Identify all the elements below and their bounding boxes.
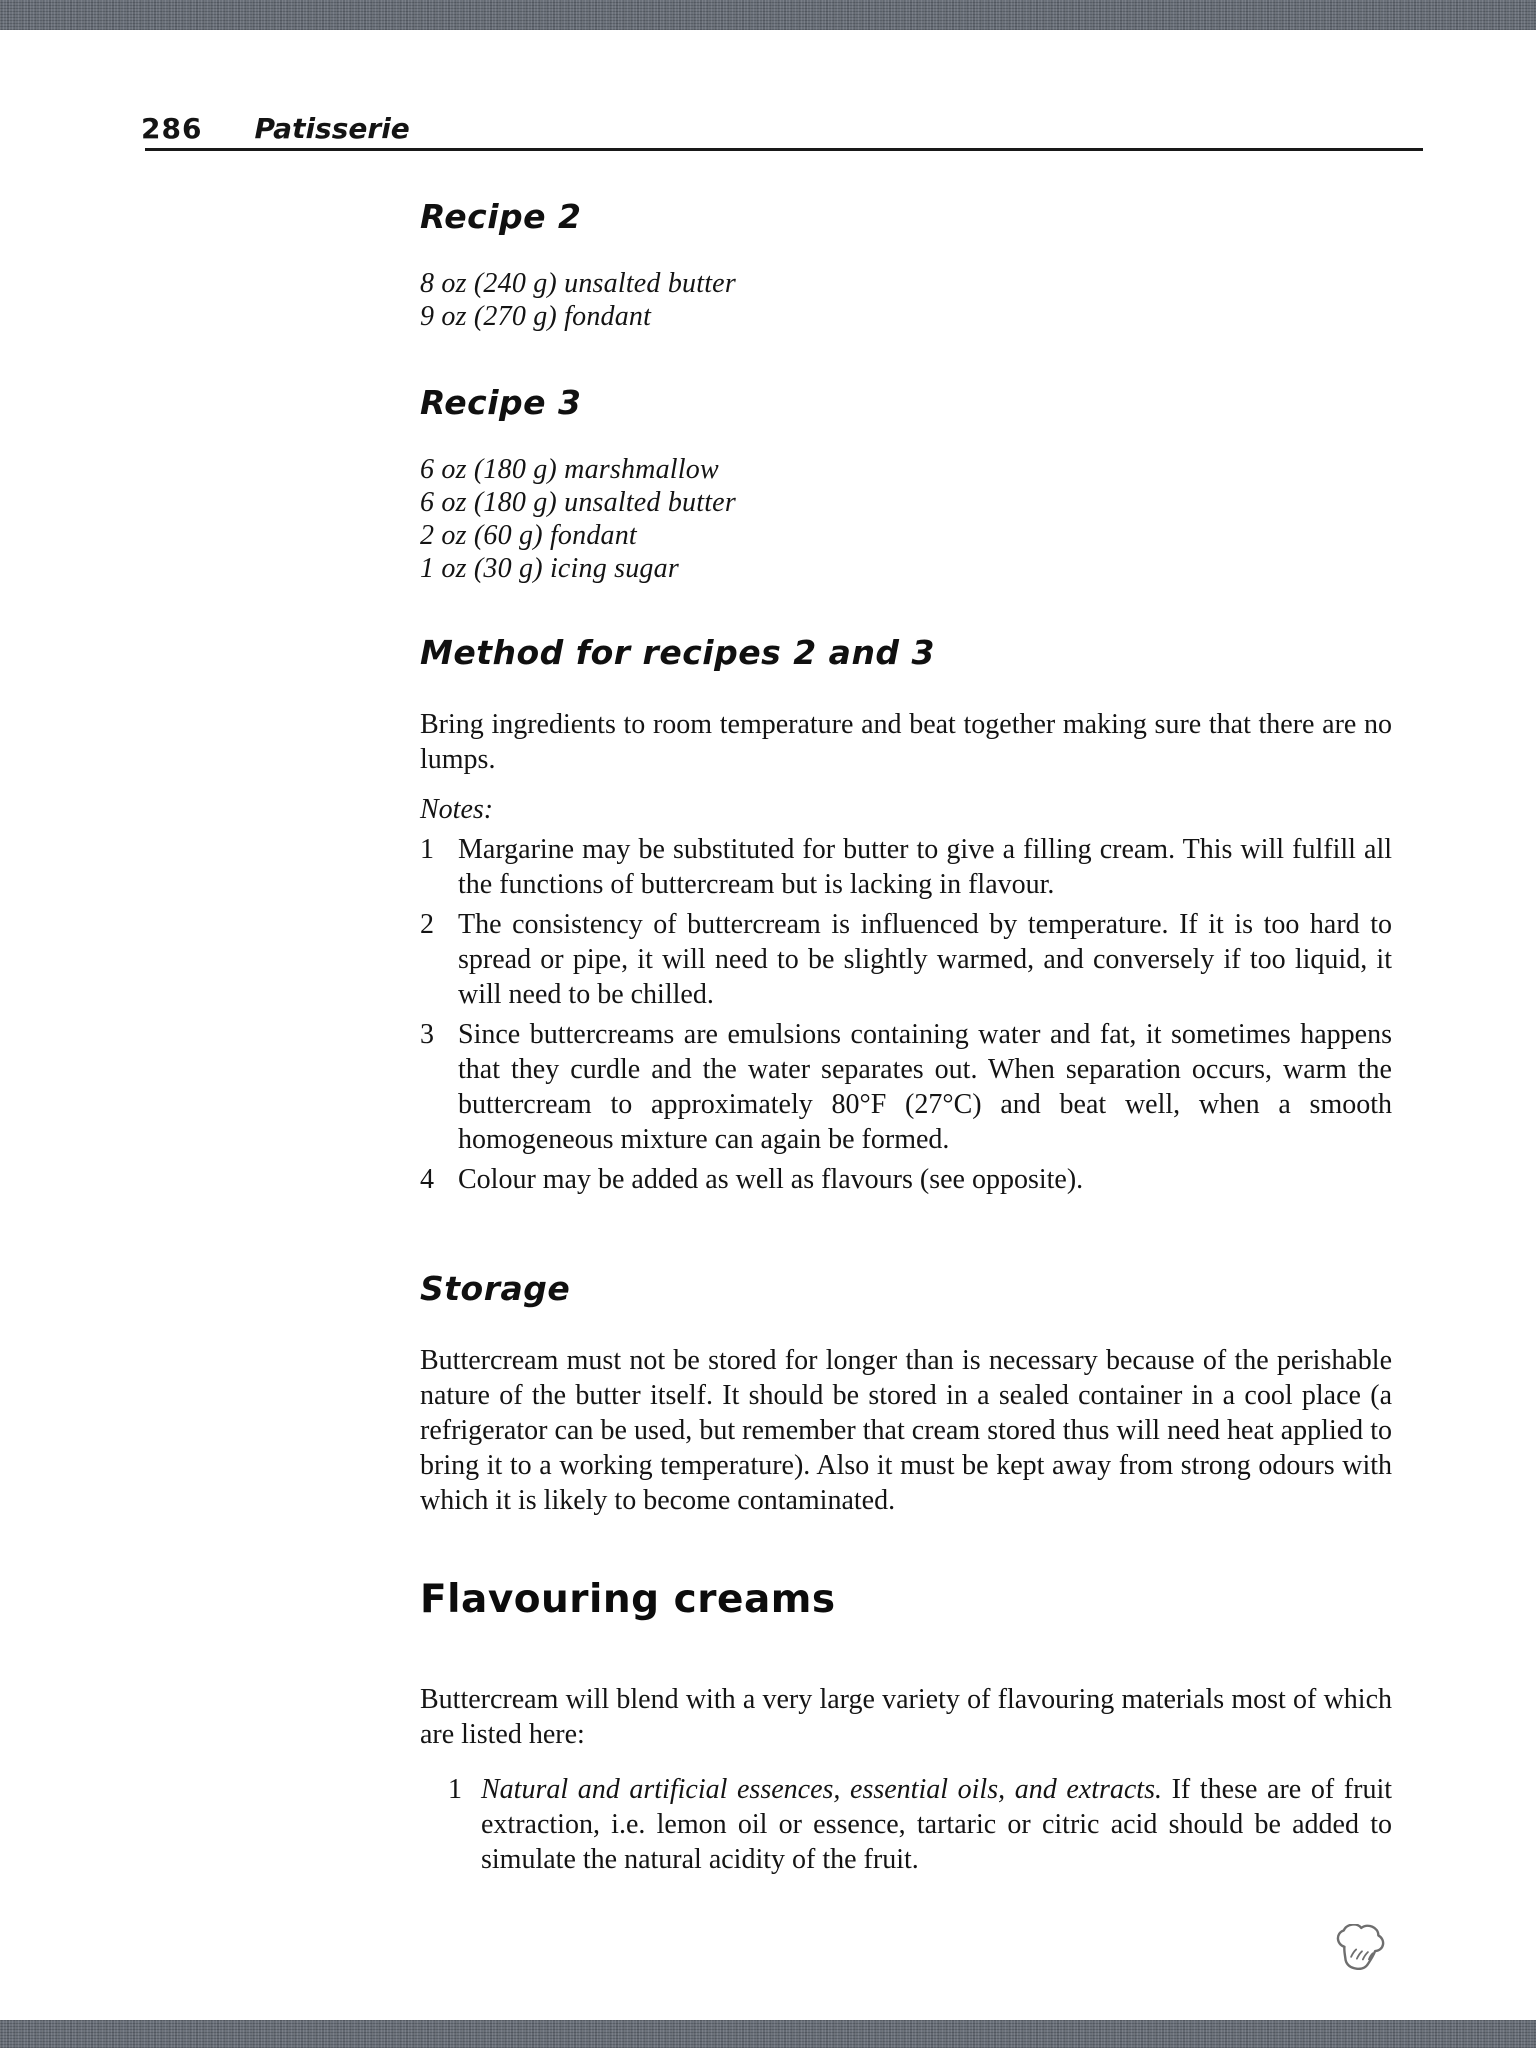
note-item <box>420 907 1392 1012</box>
notes-list <box>420 832 1392 1197</box>
storage-paragraph: Buttercream must not be stored for longer than is necessary because of the perishable nature of the butter itself. It should be stored in a sealed container in a cool place (a refrigerator can be used, but remember that cream stored thus will need heat applied to bring it to a working temperature). Also it must be kept away from strong odours with which it is likely to become contaminated. <box>420 1345 1392 1516</box>
note-text: Colour may be added as well as flavours (see opposite). <box>458 1164 1084 1195</box>
note-number: 3 <box>420 1019 434 1050</box>
note-number: 1 <box>420 834 434 865</box>
bottom-scan-border <box>0 2020 1536 2048</box>
note-number: 2 <box>420 909 434 940</box>
book-title: Patisserie <box>254 112 410 145</box>
ingredient-line: 2 oz (60 g) fondant <box>420 520 637 551</box>
method-paragraph: Bring ingredients to room temperature and beat together making sure that there are no lumps. <box>420 709 1392 775</box>
text-column <box>420 0 1392 1877</box>
recipe-3-heading: Recipe 3 <box>420 383 582 422</box>
ingredient-line: 1 oz (30 g) icing sugar <box>420 553 679 584</box>
chef-hat-icon <box>1330 1924 1390 1978</box>
ingredient-line: 6 oz (180 g) marshmallow <box>420 454 719 485</box>
note-item <box>420 832 1392 902</box>
note-text: Since buttercreams are emulsions containing water and fat, it sometimes happens that they curdle and the water separates out. When separation occurs, warm the buttercream to approximately 80°F (27°C) and beat well, when a smooth homogeneous mixture can again be formed. <box>458 1019 1392 1155</box>
notes-label: Notes: <box>420 794 494 825</box>
recipe-2-heading: Recipe 2 <box>420 197 582 236</box>
flavouring-list-item <box>420 1772 1392 1877</box>
flavouring-item-text <box>481 1772 1392 1877</box>
note-item <box>420 1162 1392 1197</box>
note-text: Margarine may be substituted for butter to give a filling cream. This will fulfill all the functions of buttercream but is lacking in flavour. <box>458 834 1392 900</box>
recipe-3-ingredients <box>420 453 1392 585</box>
flavouring-item-rest: If these are of fruit extraction, i.e. lemon oil or essence, tartaric or citric acid should be added to simulate the natural acidity of the fruit. <box>481 1774 1392 1875</box>
flavouring-item-lead: Natural and artificial essences, essential oils, and extracts. <box>481 1774 1162 1805</box>
method-heading: Method for recipes 2 and 3 <box>420 633 936 672</box>
note-text: The consistency of buttercream is influenced by temperature. If it is too hard to spread or pipe, it will need to be slightly warmed, and conversely if too liquid, it will need to be chilled. <box>458 909 1392 1010</box>
flavouring-creams-heading: Flavouring creams <box>420 1577 836 1622</box>
recipe-2-ingredients <box>420 267 1392 333</box>
ingredient-line: 6 oz (180 g) unsalted butter <box>420 487 736 518</box>
note-number: 4 <box>420 1164 434 1195</box>
flavouring-intro-paragraph: Buttercream will blend with a very large variety of flavouring materials most of which are listed here: <box>420 1684 1392 1750</box>
note-item <box>420 1017 1392 1157</box>
ingredient-line: 8 oz (240 g) unsalted butter <box>420 268 736 299</box>
storage-heading: Storage <box>420 1269 571 1308</box>
page-number: 286 <box>141 112 203 145</box>
flavouring-item-number: 1 <box>448 1774 462 1805</box>
ingredient-line: 9 oz (270 g) fondant <box>420 301 652 332</box>
